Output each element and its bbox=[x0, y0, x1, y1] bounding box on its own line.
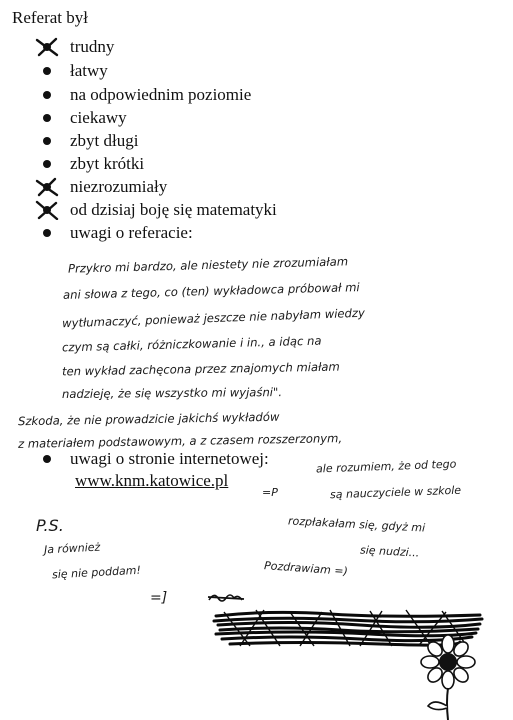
handwritten-comment-line: ten wykład zachęcona przez znajomych miałam bbox=[61, 359, 340, 379]
option-na-odpowiednim-poziomie[interactable] bbox=[34, 84, 251, 106]
handwritten-website-note: się nudzi... bbox=[359, 543, 420, 560]
option-trudny[interactable] bbox=[34, 36, 114, 58]
option-label: od dzisiaj boję się matematyki bbox=[70, 200, 277, 219]
option-label: zbyt długi bbox=[70, 131, 139, 150]
option-ciekawy[interactable] bbox=[34, 107, 127, 129]
option-label: uwagi o stronie internetowej: bbox=[70, 449, 269, 468]
handwritten-comment-line: nadzieję, że się wszystko mi wyjaśni". bbox=[61, 385, 283, 401]
website-link[interactable]: www.knm.katowice.pl bbox=[75, 471, 229, 490]
bullet-icon bbox=[43, 160, 51, 168]
handwritten-website-note: rozpłakałam się, gdyż mi bbox=[287, 514, 426, 535]
x-mark-icon bbox=[34, 36, 60, 58]
option-label: zbyt krótki bbox=[70, 154, 145, 173]
postscript-line: się nie poddam! bbox=[51, 563, 142, 582]
handwritten-comment-line: z materiałem podstawowym, a z czasem rozszerzonym, bbox=[17, 431, 343, 451]
option-label: trudny bbox=[70, 37, 115, 56]
handwritten-website-note: są nauczyciele w szkole bbox=[329, 483, 462, 502]
handwritten-comment-line: ani słowa z tego, co (ten) wykładowca próbował mi bbox=[62, 280, 360, 302]
form-heading: Referat był bbox=[12, 8, 88, 27]
option-label: ciekawy bbox=[70, 108, 127, 127]
handwritten-comment-line: wytłumaczyć, ponieważ jeszcze nie nabyłam wiedzy bbox=[61, 305, 366, 331]
postscript-title: P.S. bbox=[36, 516, 64, 535]
handwritten-website-note: ale rozumiem, że od tego bbox=[315, 457, 457, 476]
bullet-icon bbox=[43, 114, 51, 122]
handwritten-emoticon: =P bbox=[262, 486, 278, 499]
option-boje-sie-matematyki[interactable] bbox=[34, 199, 277, 221]
handwritten-greeting: Pozdrawiam =) bbox=[263, 559, 349, 578]
bullet-icon bbox=[43, 67, 51, 75]
handwritten-emoticon: =] bbox=[150, 590, 168, 606]
handwritten-comment-line: Szkoda, że nie prowadzicie jakichś wykładów bbox=[17, 409, 280, 429]
bullet-icon bbox=[43, 229, 51, 237]
option-niezrozumialy[interactable] bbox=[34, 176, 167, 198]
option-label: łatwy bbox=[70, 61, 108, 80]
crossed-out-scribble bbox=[206, 588, 246, 608]
option-zbyt-dlugi[interactable] bbox=[34, 130, 138, 152]
option-label: na odpowiednim poziomie bbox=[70, 85, 252, 104]
bullet-icon bbox=[43, 137, 51, 145]
option-label: niezrozumiały bbox=[70, 177, 168, 196]
postscript-line: Ja również bbox=[43, 540, 101, 557]
handwritten-comment-line: czym są całki, różniczkowanie i in., a idąc na bbox=[61, 333, 322, 355]
bullet-icon bbox=[43, 91, 51, 99]
option-latwy[interactable] bbox=[34, 60, 108, 82]
option-uwagi-o-stronie[interactable] bbox=[34, 448, 269, 470]
x-mark-icon bbox=[34, 176, 60, 198]
option-label: uwagi o referacie: bbox=[70, 223, 193, 242]
handwritten-comment-line: Przykro mi bardzo, ale niestety nie zrozumiałam bbox=[67, 254, 349, 276]
option-zbyt-krotki[interactable] bbox=[34, 153, 144, 175]
flower-icon bbox=[418, 636, 478, 720]
bullet-icon bbox=[43, 455, 51, 463]
option-uwagi-o-referacie[interactable] bbox=[34, 222, 193, 244]
x-mark-icon bbox=[34, 199, 60, 221]
